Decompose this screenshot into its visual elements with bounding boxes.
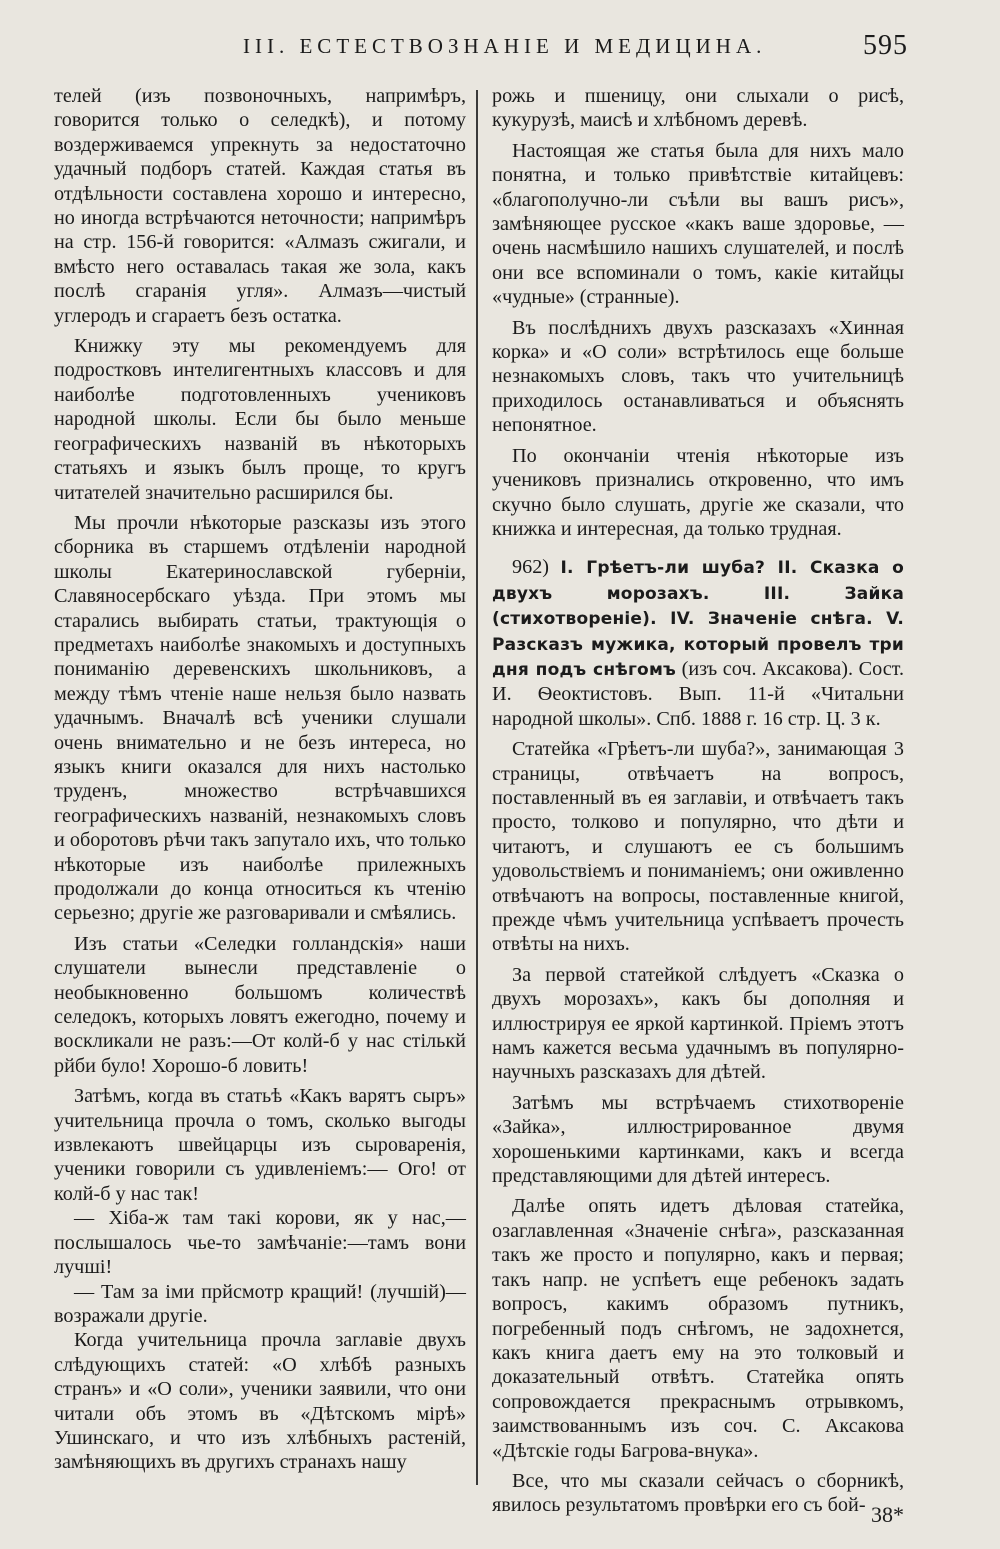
paragraph: Затѣмъ, когда въ статьѣ «Какъ варятъ сыръ» учительница прочла о томъ, сколько выгоды извлекаютъ швейцарцы изъ сыроваренія, ученики говорили съ удивленіемъ:— Ого! от колй-б у нас так! (54, 1085, 466, 1205)
paragraph: Въ послѣднихъ двухъ разсказахъ «Хинная корка» и «О соли» встрѣтилось еще больше незнакомыхъ словъ, такъ что учительницѣ приходилось останавливаться и объяснять непонятное. (492, 316, 904, 437)
column-divider (476, 90, 478, 1485)
paragraph: Изъ статьи «Селедки голландскія» наши слушатели вынесли представленіе о необыкновенно большомъ количествѣ селедокъ, которыхъ ловятъ ежегодно, почему и воскликали не разъ:—От колй-б у нас стількй рйби було! Хорошо-б ловить! (54, 932, 466, 1077)
paragraph: За первой статейкой слѣдуетъ «Сказка о двухъ морозахъ», какъ бы дополняя и иллюстрируя ее яркой картинкой. Пріемъ этотъ намъ кажется весьма удачнымъ въ популярно-научныхъ разсказахъ для дѣтей. (492, 963, 904, 1084)
paragraph: телей (изъ позвоночныхъ, напримѣръ, говорится только о селедкѣ), и потому воздерживаемся упрекнуть за недостаточно удачный подборъ статей. Каждая статья въ отдѣльности составлена хорошо и интересно, но иногда встрѣчаются неточности; напримѣръ на стр. 156-й говорится: «Алмазъ сжигали, и вмѣсто него оставалась такая же зола, какъ послѣ сгаранія угля». Алмазъ—чистый углеродъ и сгараетъ безъ остатка. (54, 85, 466, 327)
paragraph: Книжку эту мы рекомендуемъ для подростковъ интелигентныхъ классовъ и для наиболѣе подготовленныхъ учениковъ народной школы. Если бы было меньше географическихъ названій въ нѣкоторыхъ статьяхъ и языкъ былъ проще, то кругъ читателей значительно расширился бы. (54, 335, 466, 504)
page-number: 595 (863, 30, 908, 61)
right-column (492, 84, 904, 1518)
paragraph: рожь и пшеницу, они слыхали о рисѣ, кукурузѣ, маисѣ и хлѣбномъ деревѣ. (492, 85, 904, 132)
paragraph: Все, что мы сказали сейчасъ о сборникѣ, явилось результатомъ провѣрки его съ бой- (492, 1469, 904, 1517)
printer-signature: 38* (871, 1502, 904, 1527)
paragraph: — Хіба-ж там такі корови, як у нас,— послышалось чье-то замѣчаніе:—тамъ вони лучші! (54, 1207, 466, 1279)
left-column (54, 84, 466, 1475)
entry-details: (изъ соч. Аксакова). Сост. И. Ѳеоктистовъ. Вып. 11-й «Читальни народной школы». Спб. 1888 г. 16 стр. Ц. 3 к. (492, 657, 905, 730)
bibliography-entry (492, 555, 904, 731)
paragraph: Настоящая же статья была для нихъ мало понятна, и только привѣтствіе китайцевъ: «благополучно-ли съѣли вы вашъ рисъ», замѣняющее русское «какъ ваше здоровье, — очень насмѣшило нашихъ слушателей, и послѣ они все вспоминали о томъ, какіе китайцы «чудные» (странные). (492, 139, 904, 309)
running-header (48, 30, 908, 70)
paragraph: Затѣмъ мы встрѣчаемъ стихотвореніе «Зайка», иллюстрированное двумя хорошенькими картинками, какъ и всегда представляющими для дѣтей интересъ. (492, 1091, 904, 1188)
paragraph: Мы прочли нѣкоторые разсказы изъ этого сборника въ старшемъ отдѣленіи народной школы Екатеринославской губерніи, Славяносербскаго уѣзда. При этомъ мы старались выбирать статьи, трактующія о предметахъ наиболѣе знакомыхъ и доступныхъ пониманію деревенскихъ школьниковъ, а между тѣмъ чтеніе наше нельзя было назвать удачнымъ. Вначалѣ всѣ ученики слушали очень внимательно и не безъ интереса, но языкъ книги оказался для нихъ настолько труденъ, множество встрѣчавшихся географическихъ названій, незнакомыхъ словъ и оборотовъ рѣчи такъ запутало ихъ, что только нѣкоторые изъ наиболѣе прилежныхъ продолжали до конца относиться къ чтенію серьезно; другіе же разговаривали и смѣялись. (54, 511, 466, 925)
paragraph: Когда учительница прочла заглавіе двухъ слѣдующихъ статей: «О хлѣбѣ разныхъ странъ» и «О соли», ученики заявили, что они читали объ этомъ въ «Дѣтскомъ мірѣ» Ушинскаго, и что изъ хлѣбныхъ растеній, замѣняющихъ въ другихъ странахъ нашу (54, 1329, 466, 1474)
paragraph: Далѣе опять идетъ дѣловая статейка, озаглавленная «Значеніе снѣга», разсказанная такъ же просто и популярно, какъ и первая; такъ напр. не успѣетъ еще ребенокъ задать вопросъ, какимъ образомъ путникъ, погребенный подъ снѣгомъ, не задохнется, какъ книга даетъ ему на это толковый и доказательный отвѣтъ. Статейка опять сопровождается прекраснымъ отрывкомъ, заимствованнымъ изъ соч. С. Аксакова «Дѣтскіе годы Багрова-внука». (492, 1195, 904, 1462)
paragraph: По окончаніи чтенія нѣкоторые изъ учениковъ признались откровенно, что имъ скучно было слушать, другіе же сказали, что книжка и интересная, да только трудная. (492, 444, 904, 540)
entry-number: 962) (512, 556, 550, 579)
entry-title: I. Грѣетъ-ли шуба? II. Сказка о двухъ морозахъ. III. Зайка (стихотвореніе). IV. Значеніе снѣга. V. Разсказъ мужика, который провелъ три дня подъ снѣгомъ (492, 558, 904, 680)
paragraph: — Там за іми прйсмотр кращий! (лучшій)—возражали другіе. (54, 1280, 466, 1327)
section-title: III. ЕСТЕСТВОЗНАНІЕ И МЕДИЦИНА. (243, 34, 767, 58)
paragraph: Статейка «Грѣетъ-ли шуба?», занимающая 3 страницы, отвѣчаетъ на вопросъ, поставленный въ ея заглавіи, и отвѣчаетъ такъ просто, толково и популярно, что дѣти и читаютъ, и слушаютъ ее съ большимъ удовольствіемъ и пониманіемъ; они оживленно отвѣчаютъ на вопросы, поставленные книгой, прежде чѣмъ учительница успѣваетъ прочесть отвѣты на нихъ. (492, 738, 904, 956)
